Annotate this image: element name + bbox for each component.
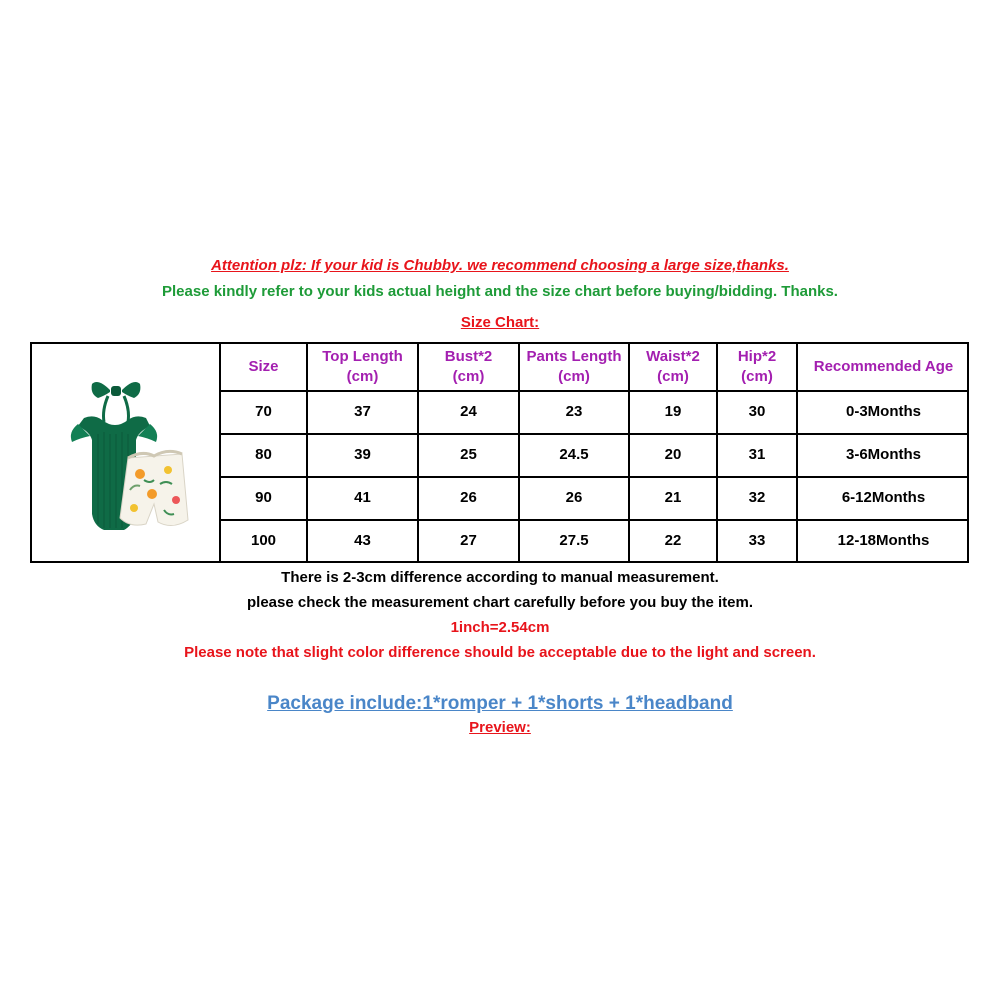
header-bust: Bust*2 (cm) [418,344,519,391]
table-cell: 100 [221,520,307,561]
table-cell: 20 [629,434,717,477]
table-cell: 43 [307,520,418,561]
header-top-length: Top Length (cm) [307,344,418,391]
table-row [221,434,969,477]
table-cell: 23 [519,391,629,434]
header-size: Size [221,344,307,391]
table-cell: 24 [418,391,519,434]
table-cell: 90 [221,477,307,520]
table-cell: 37 [307,391,418,434]
header-hip: Hip*2 (cm) [717,344,797,391]
table-cell: 6-12Months [797,477,969,520]
table-header-row [221,344,969,391]
header-pants-length: Pants Length (cm) [519,344,629,391]
refer-notice: Please kindly refer to your kids actual height and the size chart before buying/bidding. Thanks. [162,283,838,300]
floral-shorts-icon [120,451,188,525]
table-row [221,477,969,520]
table-cell: 39 [307,434,418,477]
color-difference-note: Please note that slight color difference should be acceptable due to the light and screen. [184,644,816,661]
table-cell: 25 [418,434,519,477]
size-chart-title: Size Chart: [460,314,540,331]
measurement-difference-note: There is 2-3cm difference according to manual measurement. [281,569,719,586]
table-cell: 26 [519,477,629,520]
product-photo [32,344,221,561]
table-cell: 27.5 [519,520,629,561]
table-cell: 70 [221,391,307,434]
header-recommended-age: Recommended Age [797,344,969,391]
header-waist: Waist*2 (cm) [629,344,717,391]
table-cell: 31 [717,434,797,477]
table-cell: 3-6Months [797,434,969,477]
package-include: Package include:1*romper + 1*shorts + 1*headband [267,693,733,714]
table-row [221,391,969,434]
table-cell: 26 [418,477,519,520]
check-chart-note: please check the measurement chart carefully before you buy the item. [246,594,753,611]
table-cell: 33 [717,520,797,561]
table-cell: 12-18Months [797,520,969,561]
table-cell: 41 [307,477,418,520]
preview-label: Preview: [469,719,531,736]
table-cell: 0-3Months [797,391,969,434]
outfit-illustration [32,344,221,561]
table-cell: 30 [717,391,797,434]
attention-notice: Attention plz: If your kid is Chubby. we recommend choosing a large size,thanks. [211,257,789,274]
table-row [221,520,969,561]
table-cell: 80 [221,434,307,477]
table-cell: 32 [717,477,797,520]
table-cell: 22 [629,520,717,561]
headband-bow-icon [92,382,141,422]
table-cell: 27 [418,520,519,561]
size-chart [30,342,969,563]
table-cell: 19 [629,391,717,434]
inch-conversion: 1inch=2.54cm [450,619,550,636]
table-cell: 21 [629,477,717,520]
size-table [221,344,969,561]
table-cell: 24.5 [519,434,629,477]
